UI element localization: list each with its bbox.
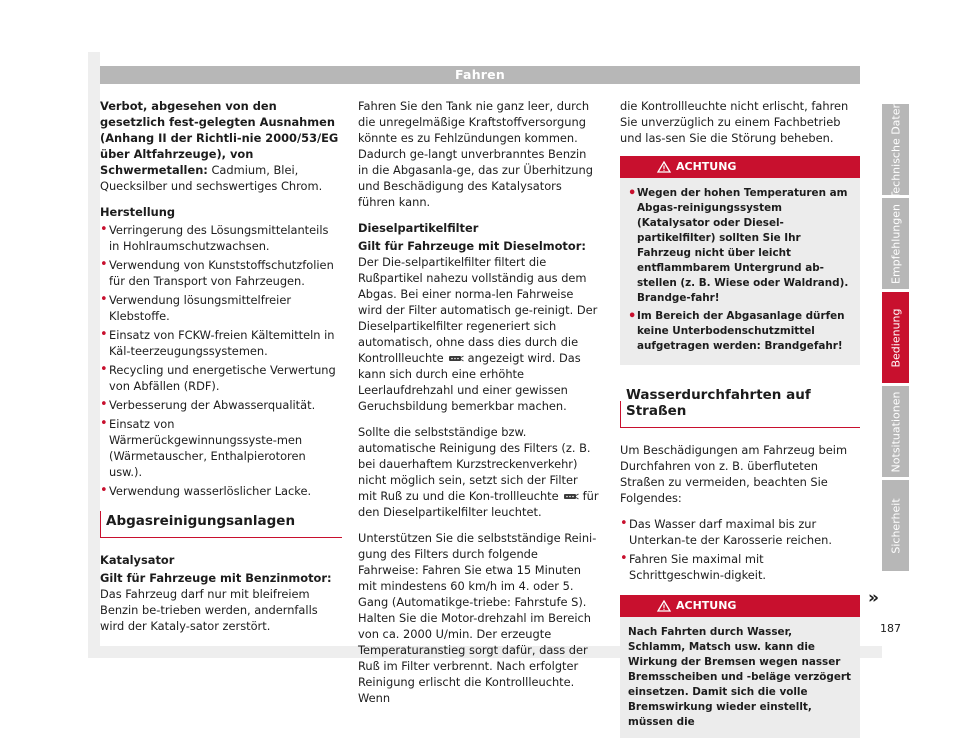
- warning-item: • Wegen der hohen Temperaturen am Abgas-reinigungssystem (Katalysator oder Diesel-partikelfilter) sollten Sie Ihr Fahrzeug nicht über leicht entflammbarem Untergrund ab-stellen (z. B. Wiese oder Waldrand). Brandge-fahr!: [628, 186, 852, 306]
- katalysator-heading: Katalysator: [100, 553, 175, 567]
- warning-body: [620, 617, 860, 738]
- list-item: • Verwendung wasserlöslicher Lacke.: [100, 483, 342, 499]
- warning-triangle-icon: [657, 600, 671, 612]
- warning-box-2: [620, 595, 860, 738]
- tab-label: Empfehlungen: [889, 203, 902, 284]
- intro-paragraph: [100, 98, 342, 194]
- section-heading-wasser: Wasserdurchfahrten auf Straßen: [620, 387, 860, 428]
- warning-header: [620, 156, 860, 178]
- column-3: [620, 98, 860, 750]
- warning-box-1: [620, 156, 860, 365]
- katalysator-bold: Gilt für Fahrzeuge mit Benzinmotor:: [100, 571, 332, 585]
- diesel-bold: Gilt für Fahrzeuge mit Dieselmotor:: [358, 239, 586, 253]
- list-item: • Verbesserung der Abwasserqualität.: [100, 397, 342, 413]
- warning-header: [620, 595, 860, 617]
- warning-body: [620, 178, 860, 365]
- list-item: • Fahren Sie maximal mit Schrittgeschwin-digkeit.: [620, 551, 860, 583]
- warning-title: ACHTUNG: [676, 599, 737, 612]
- section-heading-abgas: Abgasreinigungsanlagen: [100, 513, 342, 538]
- intro-bold: Verbot, abgesehen von den gesetzlich fest-gelegten Ausnahmen (Anhang II der Richtli-nie 2000/53/EG über Altfahrzeuge), von Schwermetallen:: [100, 99, 339, 177]
- list-item: • Das Wasser darf maximal bis zur Unterkan-te der Karosserie reichen.: [620, 516, 860, 548]
- diesel-heading: Dieselpartikelfilter: [358, 221, 479, 235]
- warning-triangle-icon: [657, 161, 671, 173]
- tab-empfehlungen[interactable]: [882, 198, 909, 289]
- filter-text-a: Sollte die selbstständige bzw. automatische Reinigung des Filters (z. B. bei dauerhaftem Kurzstreckenverkehr) nicht möglich sein, setzt sich der Filter mit Ruß zu und die Kon-trollleuchte: [358, 425, 591, 503]
- filter-paragraph: [358, 424, 600, 520]
- diesel-particle-filter-warning-icon: [448, 354, 464, 363]
- list-item: • Recycling und energetische Verwertung von Abfällen (RDF).: [100, 362, 342, 394]
- tab-technische-daten[interactable]: [882, 101, 909, 198]
- column-2: [358, 98, 600, 716]
- tab-label: Bedienung: [889, 307, 902, 368]
- continue-marker: »: [868, 588, 879, 608]
- list-item: • Einsatz von Wärmerückgewinnungssyste-men (Wärmetauscher, Enthalpierotoren usw.).: [100, 416, 342, 480]
- intro-text: Cadmium, Blei, Quecksilber und sechswertiges Chrom.: [100, 163, 323, 193]
- page-number: 187: [880, 622, 901, 635]
- katalysator-paragraph: [100, 570, 342, 634]
- page-header-title: Fahren: [455, 67, 505, 82]
- tab-label: Sicherheit: [889, 497, 902, 554]
- warning-text: Nach Fahrten durch Wasser, Schlamm, Matsch usw. kann die Wirkung der Bremsen wegen nasser Bremsscheiben und -beläge verzögert einsetzen. Damit sich die volle Bremswirkung wieder einstellt, müssen die: [628, 626, 851, 728]
- tab-sicherheit[interactable]: [882, 480, 909, 571]
- herstellung-list: [100, 222, 342, 499]
- diesel-particle-filter-warning-icon: [563, 492, 579, 501]
- warning-item: • Im Bereich der Abgasanlage dürfen keine Unterbodenschutzmittel aufgetragen werden: Brandgefahr!: [628, 309, 852, 354]
- list-item: • Verringerung des Lösungsmittelanteils in Hohlraumschutzwachsen.: [100, 222, 342, 254]
- diesel-text-a: Der Die-selpartikelfilter filtert die Rußpartikel nahezu vollständig aus dem Abgas. Bei einer norma-len Fahrweise wird der Filter automatisch ge-reinigt. Der Dieselpartikelfilter regeneriert sich automatisch, ohne dass dies durch die Kontrollleuchte: [358, 255, 598, 365]
- tab-label: Technische Daten: [889, 101, 902, 198]
- wasser-paragraph: Um Beschädigungen am Fahrzeug beim Durchfahren von z. B. überfluteten Straßen zu vermeiden, beachten Sie Folgendes:: [620, 443, 848, 505]
- list-item: • Verwendung von Kunststoffschutzfolien für den Transport von Fahrzeugen.: [100, 257, 342, 289]
- tab-label: Notsituationen: [889, 391, 902, 472]
- tab-notsituationen[interactable]: [882, 386, 909, 477]
- filter-text-b: für den Dieselpartikelfilter leuchtet.: [358, 489, 599, 519]
- diesel-text-b: angezeigt wird. Das kann sich durch eine erhöhte Leerlaufdrehzahl und einer gewissen Geruchsbildung bemerkbar machen.: [358, 351, 581, 413]
- list-item: • Verwendung lösungsmittelfreier Klebstoffe.: [100, 292, 342, 324]
- column-1: [100, 98, 342, 644]
- driving-paragraph: Unterstützen Sie die selbstständige Reini-gung des Filters durch folgende Fahrweise: Fahren Sie etwa 15 Minuten mit mindestens 60 km/h im 4. oder 5. Gang (Automatikge-triebe: Fahrstufe S). Halten Sie die Motor-drehzahl im Bereich von ca. 2000 U/min. Der erzeugte Temperaturanstieg sorgt dafür, dass der Ruß im Filter verbrennt. Nach erfolgter Reinigung erlischt die Kontrollleuchte. Wenn: [358, 531, 597, 705]
- herstellung-heading: Herstellung: [100, 205, 176, 219]
- page-header: [100, 66, 860, 84]
- list-item: • Einsatz von FCKW-freien Kältemitteln in Käl-teerzeugungssystemen.: [100, 327, 342, 359]
- chapter-tabs: [882, 101, 909, 574]
- tank-paragraph: Fahren Sie den Tank nie ganz leer, durch die unregelmäßige Kraftstoffversorgung könnte es zu Fehlzündungen kommen. Dadurch ge-langt unverbranntes Benzin in die Abgasanla-ge, das zur Überhitzung und Beschädigung des Katalysators führen kann.: [358, 99, 593, 209]
- wasser-list: [620, 516, 860, 583]
- diesel-paragraph: [358, 238, 600, 414]
- tab-bedienung[interactable]: [882, 292, 909, 383]
- warning-title: ACHTUNG: [676, 160, 737, 173]
- katalysator-text: Das Fahrzeug darf nur mit bleifreiem Benzin be-trieben werden, andernfalls wird der Kataly-sator zerstört.: [100, 587, 318, 633]
- continue-paragraph: die Kontrollleuchte nicht erlischt, fahren Sie unverzüglich zu einem Fachbetrieb und las-sen Sie die Störung beheben.: [620, 99, 849, 145]
